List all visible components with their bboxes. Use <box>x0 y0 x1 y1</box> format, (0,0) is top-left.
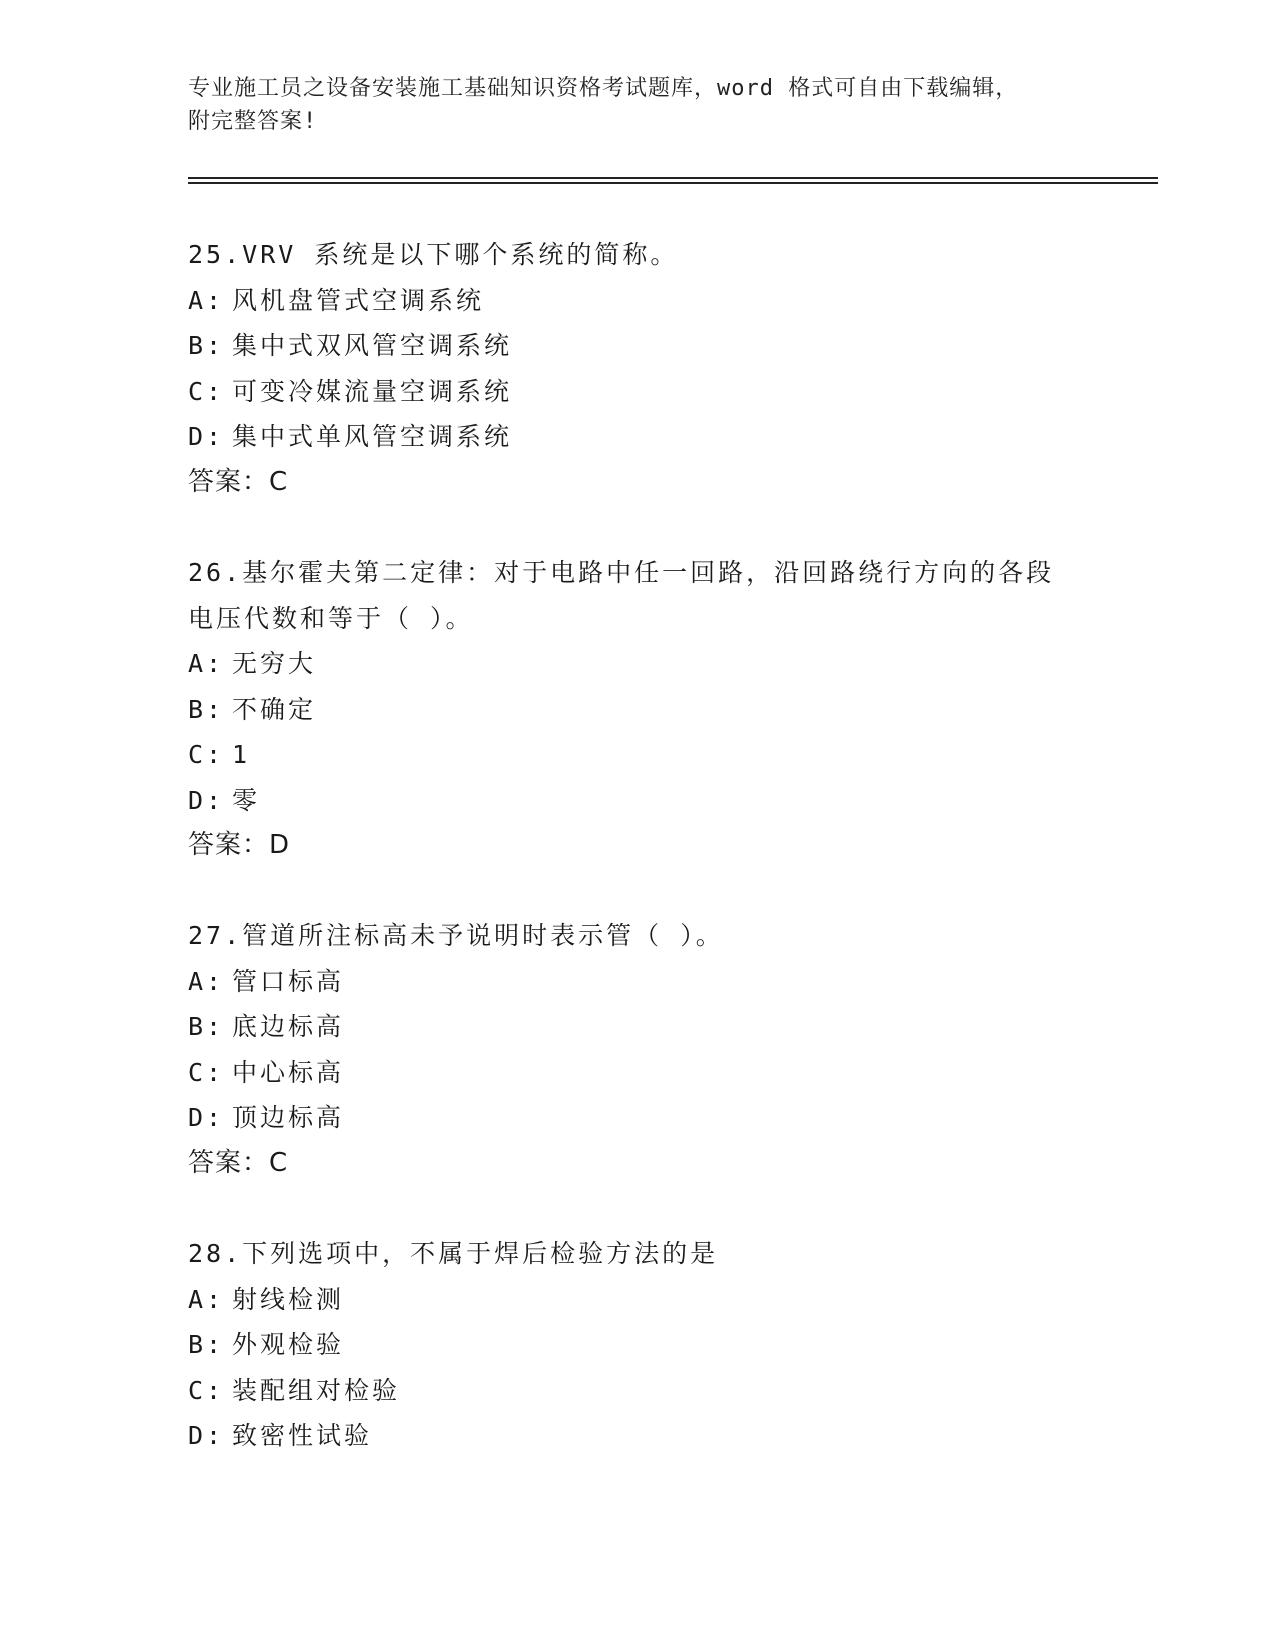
option-text: 管口标高 <box>232 966 345 996</box>
question-25 <box>188 232 1108 505</box>
option-key: B: <box>188 694 225 724</box>
option-b <box>188 687 1108 733</box>
header-line-2: 附完整答案! <box>188 109 318 134</box>
option-key: B: <box>188 331 225 360</box>
option-text: 中心标高 <box>232 1057 345 1087</box>
option-b <box>188 323 1108 369</box>
option-d <box>188 414 1108 460</box>
option-text: 1 <box>232 740 251 769</box>
document-header <box>188 72 1088 138</box>
option-key: C: <box>188 1375 225 1405</box>
question-stem: 25.VRV 系统是以下哪个系统的简称。 <box>188 240 679 269</box>
option-text: 顶边标高 <box>232 1103 345 1132</box>
question-28 <box>188 1231 1108 1459</box>
option-text: 可变冷媒流量空调系统 <box>232 376 513 406</box>
option-text: 射线检测 <box>232 1284 345 1314</box>
answer-line: 答案：D <box>188 830 291 860</box>
option-key: A: <box>188 285 225 315</box>
option-a <box>188 641 1108 687</box>
option-key: A: <box>188 1284 225 1314</box>
option-text: 致密性试验 <box>232 1421 373 1450</box>
option-b <box>188 1004 1108 1050</box>
header-divider-top <box>188 177 1158 179</box>
option-a <box>188 278 1108 324</box>
option-c <box>188 1368 1108 1414</box>
option-text: 不确定 <box>232 694 317 724</box>
option-key: A: <box>188 966 225 996</box>
option-key: A: <box>188 649 225 678</box>
option-text: 底边标高 <box>232 1012 345 1041</box>
option-key: D: <box>188 785 225 815</box>
option-text: 零 <box>232 785 261 815</box>
option-d <box>188 1095 1108 1141</box>
option-key: D: <box>188 422 225 451</box>
option-text: 装配组对检验 <box>232 1375 401 1405</box>
option-text: 集中式单风管空调系统 <box>232 422 513 451</box>
option-text: 风机盘管式空调系统 <box>232 285 485 315</box>
option-key: B: <box>188 1330 225 1359</box>
option-text: 无穷大 <box>232 649 317 678</box>
option-key: C: <box>188 376 225 406</box>
question-26 <box>188 550 1108 869</box>
option-key: C: <box>188 1057 225 1087</box>
header-line-1: 专业施工员之设备安装施工基础知识资格考试题库，word 格式可自由下载编辑， <box>188 76 1019 101</box>
option-c <box>188 369 1108 415</box>
question-stem: 28.下列选项中，不属于焊后检验方法的是 <box>188 1239 719 1268</box>
question-stem-line-2: 电压代数和等于（ ）。 <box>188 603 474 633</box>
option-key: C: <box>188 740 225 769</box>
option-d <box>188 778 1108 824</box>
option-d <box>188 1413 1108 1459</box>
option-text: 外观检验 <box>232 1330 345 1359</box>
option-c <box>188 732 1108 778</box>
question-stem: 27.管道所注标高未予说明时表示管（ ）。 <box>188 921 724 950</box>
option-text: 集中式双风管空调系统 <box>232 331 513 360</box>
option-b <box>188 1322 1108 1368</box>
option-a <box>188 1277 1108 1323</box>
header-divider-bottom <box>188 182 1158 184</box>
option-key: B: <box>188 1012 225 1041</box>
option-key: D: <box>188 1103 225 1132</box>
option-a <box>188 959 1108 1005</box>
option-key: D: <box>188 1421 225 1450</box>
option-c <box>188 1050 1108 1096</box>
answer-line: 答案：C <box>188 466 289 497</box>
question-stem-line-1: 26.基尔霍夫第二定律：对于电路中任一回路，沿回路绕行方向的各段 <box>188 558 1055 587</box>
question-27 <box>188 913 1108 1186</box>
answer-line: 答案：C <box>188 1147 289 1178</box>
